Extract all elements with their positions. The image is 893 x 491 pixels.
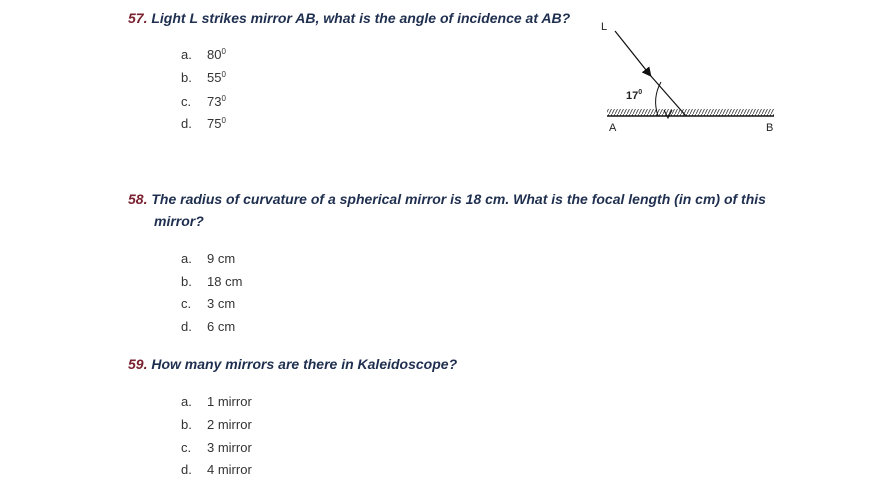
option-57-a[interactable]: a. $80^0$: [181, 47, 226, 62]
option-58-d[interactable]: d. 6 cm: [181, 319, 236, 334]
question-text-line2: mirror?: [154, 213, 204, 229]
option-59-a[interactable]: a. 1 mirror: [181, 394, 252, 409]
option-58-c[interactable]: c. 3 cm: [181, 296, 236, 311]
question-text-line1: The radius of curvature of a spherical mirror is 18 cm. What is the focal length (in cm) of this: [151, 191, 766, 207]
option-57-c[interactable]: c. $73^0$: [181, 94, 226, 109]
option-59-b[interactable]: b. 2 mirror: [181, 417, 252, 432]
question-59: [128, 353, 457, 375]
option-57-d[interactable]: d. $75^0$: [181, 116, 226, 131]
question-number: 57.: [128, 10, 148, 26]
question-58: [128, 188, 766, 232]
question-number: 59.: [128, 356, 148, 372]
option-58-a[interactable]: a. 9 cm: [181, 251, 236, 266]
option-59-c[interactable]: c. 3 mirror: [181, 440, 252, 455]
point-a-label: A: [609, 122, 617, 134]
ray-label-l: L: [601, 21, 608, 33]
point-b-label: B: [766, 122, 774, 134]
question-number: 58.: [128, 191, 148, 207]
option-59-d[interactable]: d. 4 mirror: [181, 462, 252, 477]
option-58-b[interactable]: b. 18 cm: [181, 274, 243, 289]
mirror-hatching: [607, 109, 774, 116]
question-text: Light L strikes mirror AB, what is the angle of incidence at AB?: [151, 10, 571, 26]
question-text: How many mirrors are there in Kaleidoscope?: [151, 356, 458, 372]
angle-label: $17^0$: [626, 89, 643, 102]
option-57-b[interactable]: b. $55^0$: [181, 70, 226, 85]
incident-ray-upper: [615, 31, 650, 75]
